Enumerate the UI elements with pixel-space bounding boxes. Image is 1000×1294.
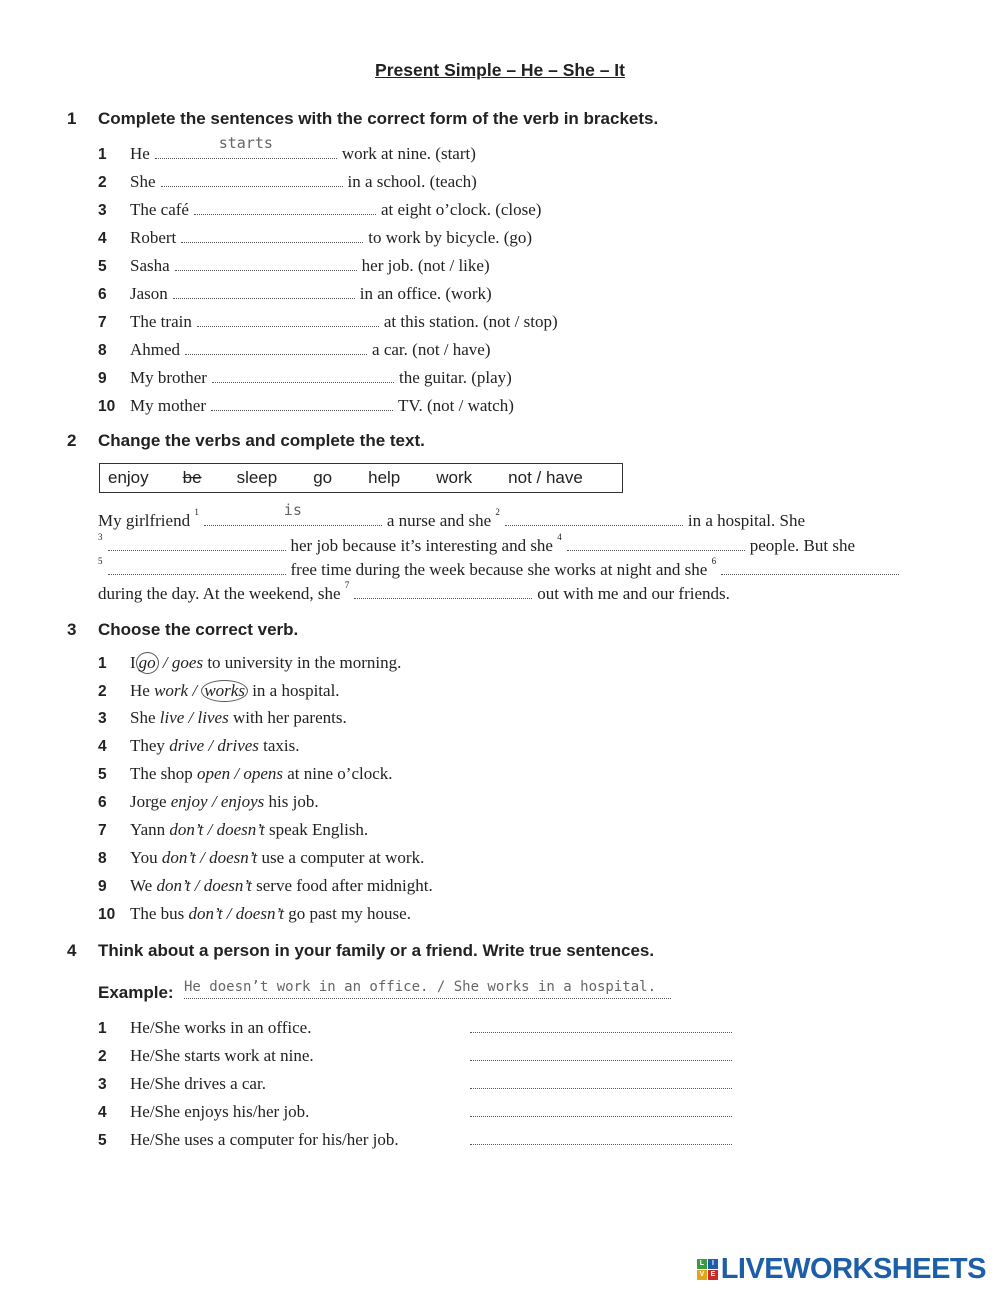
exercise-1-item [98, 338, 491, 364]
item-number: 5 [98, 1132, 107, 1149]
answer-blank[interactable] [470, 1072, 732, 1089]
verb-option[interactable]: doesn’t [235, 904, 284, 923]
item-number: 3 [98, 1076, 107, 1093]
verb-option[interactable]: doesn’t [203, 876, 252, 895]
item-rest: work at nine. (start) [341, 144, 476, 163]
liveworksheets-logo [697, 1253, 986, 1286]
option-separator: / [203, 820, 217, 839]
item-number: 4 [98, 1104, 107, 1121]
exercise-4-item [98, 1016, 737, 1042]
item-prefix: He [130, 681, 155, 700]
word-box-item: sleep [236, 468, 278, 487]
exercise-1-item [98, 310, 558, 336]
item-prefix: You [130, 848, 162, 867]
word-box-item-crossed: be [182, 468, 202, 487]
exercise-3-item [98, 904, 411, 930]
item-suffix: in a hospital. [247, 681, 340, 700]
answer-blank[interactable] [185, 338, 367, 355]
exercise-3-item [98, 820, 368, 846]
word-box-item: enjoy [108, 468, 149, 487]
section-number: 4 [67, 941, 77, 960]
exercise-3-item [98, 848, 424, 874]
item-number: 8 [98, 342, 107, 359]
item-rest: a car. (not / have) [372, 340, 491, 359]
exercise-4-item [98, 1100, 737, 1126]
item-rest: the guitar. (play) [398, 368, 512, 387]
item-text: He/She uses a computer for his/her job. [130, 1130, 399, 1149]
item-number: 4 [98, 738, 107, 755]
verb-option[interactable]: lives [197, 708, 229, 727]
item-subject: He [130, 144, 150, 163]
item-subject: My mother [130, 396, 207, 415]
option-separator: / [230, 764, 244, 783]
verb-option[interactable]: doesn’t [209, 848, 258, 867]
item-subject: She [130, 172, 156, 191]
exercise-1-item [98, 394, 514, 420]
item-rest: in an office. (work) [359, 284, 492, 303]
item-number: 8 [98, 850, 107, 867]
answer-text: starts [218, 134, 273, 152]
verb-option[interactable]: enjoys [220, 792, 265, 811]
item-rest: at this station. (not / stop) [383, 312, 558, 331]
section-heading: Complete the sentences with the correct form of the verb in brackets. [98, 109, 659, 128]
exercise-4-item [98, 1044, 737, 1070]
item-subject: The café [130, 200, 189, 219]
verb-option[interactable]: works [201, 680, 248, 702]
word-box-item: help [368, 468, 401, 487]
item-number: 3 [98, 202, 107, 219]
item-number: 3 [98, 710, 107, 727]
verb-option[interactable]: enjoy [170, 792, 208, 811]
item-number: 9 [98, 878, 107, 895]
option-separator: / [195, 848, 210, 867]
verb-option[interactable]: goes [171, 653, 204, 672]
item-number: 7 [98, 822, 107, 839]
verb-option[interactable]: live [159, 708, 185, 727]
item-number: 2 [98, 683, 107, 700]
answer-blank-7[interactable] [354, 582, 532, 599]
exercise-3-item [98, 792, 319, 818]
item-suffix: to university in the morning. [203, 653, 402, 672]
exercise-3-item [98, 876, 433, 902]
item-rest: at eight o’clock. (close) [380, 200, 542, 219]
verb-option[interactable]: drive [169, 736, 205, 755]
item-rest: TV. (not / watch) [398, 396, 514, 415]
item-suffix: go past my house. [283, 904, 411, 923]
text-line: $^3$ her job because it’s interesting and she $^4$ people. But she [98, 532, 856, 555]
exercise-1-item [98, 282, 492, 308]
item-rest: her job. (not / like) [361, 256, 490, 275]
section-heading: Think about a person in your family or a friend. Write true sentences. [98, 941, 655, 960]
answer-blank[interactable] [470, 1044, 732, 1061]
item-prefix: They [130, 736, 170, 755]
option-separator: / [222, 904, 236, 923]
exercise-1-item [98, 134, 476, 168]
verb-option[interactable]: drives [217, 736, 259, 755]
word-box-item: work [436, 468, 473, 487]
page-title: Present Simple – He – She – It [375, 60, 625, 80]
option-separator: / [204, 736, 218, 755]
item-subject: Sasha [130, 256, 170, 275]
answer-blank[interactable] [470, 1016, 732, 1033]
word-box [99, 463, 623, 493]
option-separator: / [184, 708, 198, 727]
item-prefix: Jorge [130, 792, 171, 811]
section-heading: Change the verbs and complete the text. [98, 431, 425, 450]
answer-blank-3[interactable] [108, 534, 286, 551]
exercise-1-item [98, 254, 490, 280]
exercise-4-item [98, 1128, 737, 1154]
answer-blank[interactable] [211, 394, 393, 411]
exercise-3-item [98, 736, 300, 762]
item-number: 1 [98, 655, 107, 672]
exercise-3-item [98, 680, 340, 706]
answer-blank[interactable] [194, 198, 376, 215]
section-heading: Choose the correct verb. [98, 620, 299, 639]
word-box-item: not / have [508, 468, 583, 487]
exercise-1-item [98, 366, 512, 392]
logo-icon [697, 1259, 718, 1280]
answer-blank[interactable] [212, 366, 394, 383]
item-suffix: taxis. [258, 736, 300, 755]
exercise-3-item [98, 652, 401, 678]
item-prefix: I [130, 653, 136, 672]
answer-blank[interactable] [161, 170, 343, 187]
exercise-3-item [98, 764, 393, 790]
example-answer: He doesn’t work in an office. / She works in a hospital. [184, 979, 657, 995]
item-number: 5 [98, 258, 107, 275]
item-subject: Ahmed [130, 340, 181, 359]
item-subject: Robert [130, 228, 177, 247]
item-number: 5 [98, 766, 107, 783]
answer-blank[interactable] [470, 1100, 732, 1117]
item-number: 9 [98, 370, 107, 387]
item-number: 10 [98, 906, 116, 923]
exercise-3-item [98, 708, 347, 734]
item-text: He/She starts work at nine. [130, 1046, 314, 1065]
logo-icon-tile: E [708, 1270, 718, 1280]
option-separator: / [158, 653, 172, 672]
verb-option[interactable]: don’t [161, 848, 196, 867]
answer-blank[interactable] [470, 1128, 732, 1145]
text-line: $^5$ free time during the week because she works at night and she $^6$ [98, 558, 904, 580]
exercise-1-item [98, 198, 541, 224]
item-number: 6 [98, 286, 107, 303]
section-number: 3 [67, 620, 77, 639]
item-prefix: The shop [130, 764, 198, 783]
item-rest: to work by bicycle. (go) [368, 228, 533, 247]
logo-text: LIVEWORKSHEETS [720, 1253, 986, 1285]
verb-option[interactable]: don’t [169, 820, 204, 839]
item-subject: My brother [130, 368, 207, 387]
answer-blank[interactable] [155, 134, 337, 159]
answer-blank-6[interactable] [721, 558, 899, 575]
item-number: 6 [98, 794, 107, 811]
example-answer-line [184, 978, 671, 999]
item-prefix: She [130, 708, 160, 727]
item-prefix: We [130, 876, 157, 895]
verb-option[interactable]: doesn’t [216, 820, 265, 839]
item-number: 1 [98, 146, 107, 163]
logo-icon-tile: I [708, 1259, 718, 1269]
word-box-item: go [313, 468, 333, 487]
item-suffix: speak English. [264, 820, 369, 839]
answer-blank[interactable] [181, 226, 363, 243]
text-line: My girlfriend $^1$ is a nurse and she $^2$ in a hospital. She [98, 501, 806, 530]
item-number: 4 [98, 230, 107, 247]
answer-blank-2[interactable] [505, 509, 683, 526]
option-separator: / [207, 792, 221, 811]
item-number: 1 [98, 1020, 107, 1037]
section-number: 2 [67, 431, 77, 450]
exercise-1-item [98, 226, 532, 252]
item-prefix: The bus [130, 904, 189, 923]
option-separator: / [188, 681, 202, 700]
verb-option[interactable]: don’t [188, 904, 223, 923]
answer-blank-1[interactable]: is [204, 509, 382, 526]
answer-blank[interactable] [175, 254, 357, 271]
verb-option[interactable]: opens [243, 764, 283, 783]
item-rest: in a school. (teach) [347, 172, 477, 191]
verb-option[interactable]: open [197, 764, 231, 783]
item-text: He/She drives a car. [130, 1074, 266, 1093]
item-number: 7 [98, 314, 107, 331]
logo-icon-tile: L [697, 1259, 707, 1269]
answer-blank-5[interactable] [108, 558, 286, 575]
item-suffix: his job. [264, 792, 319, 811]
example-label: Example: [98, 983, 174, 1002]
item-subject: Jason [130, 284, 168, 303]
verb-option[interactable]: don’t [156, 876, 191, 895]
logo-icon-tile: V [697, 1270, 707, 1280]
answer-blank[interactable] [173, 282, 355, 299]
item-number: 10 [98, 398, 116, 415]
item-text: He/She works in an office. [130, 1018, 312, 1037]
item-suffix: use a computer at work. [257, 848, 425, 867]
answer-blank[interactable] [197, 310, 379, 327]
exercise-1-item [98, 170, 477, 196]
item-suffix: with her parents. [228, 708, 347, 727]
item-subject: The train [130, 312, 192, 331]
item-suffix: at nine o’clock. [283, 764, 393, 783]
option-separator: / [190, 876, 204, 895]
verb-option[interactable]: work [154, 681, 189, 700]
item-suffix: serve food after midnight. [251, 876, 433, 895]
item-prefix: Yann [130, 820, 170, 839]
item-text: He/She enjoys his/her job. [130, 1102, 310, 1121]
item-number: 2 [98, 1048, 107, 1065]
item-number: 2 [98, 174, 107, 191]
verb-option[interactable]: go [136, 652, 159, 674]
section-number: 1 [67, 109, 77, 128]
exercise-4-item [98, 1072, 737, 1098]
text-line: during the day. At the weekend, she $^7$ out with me and our friends. [98, 580, 730, 603]
answer-blank-4[interactable] [567, 534, 745, 551]
